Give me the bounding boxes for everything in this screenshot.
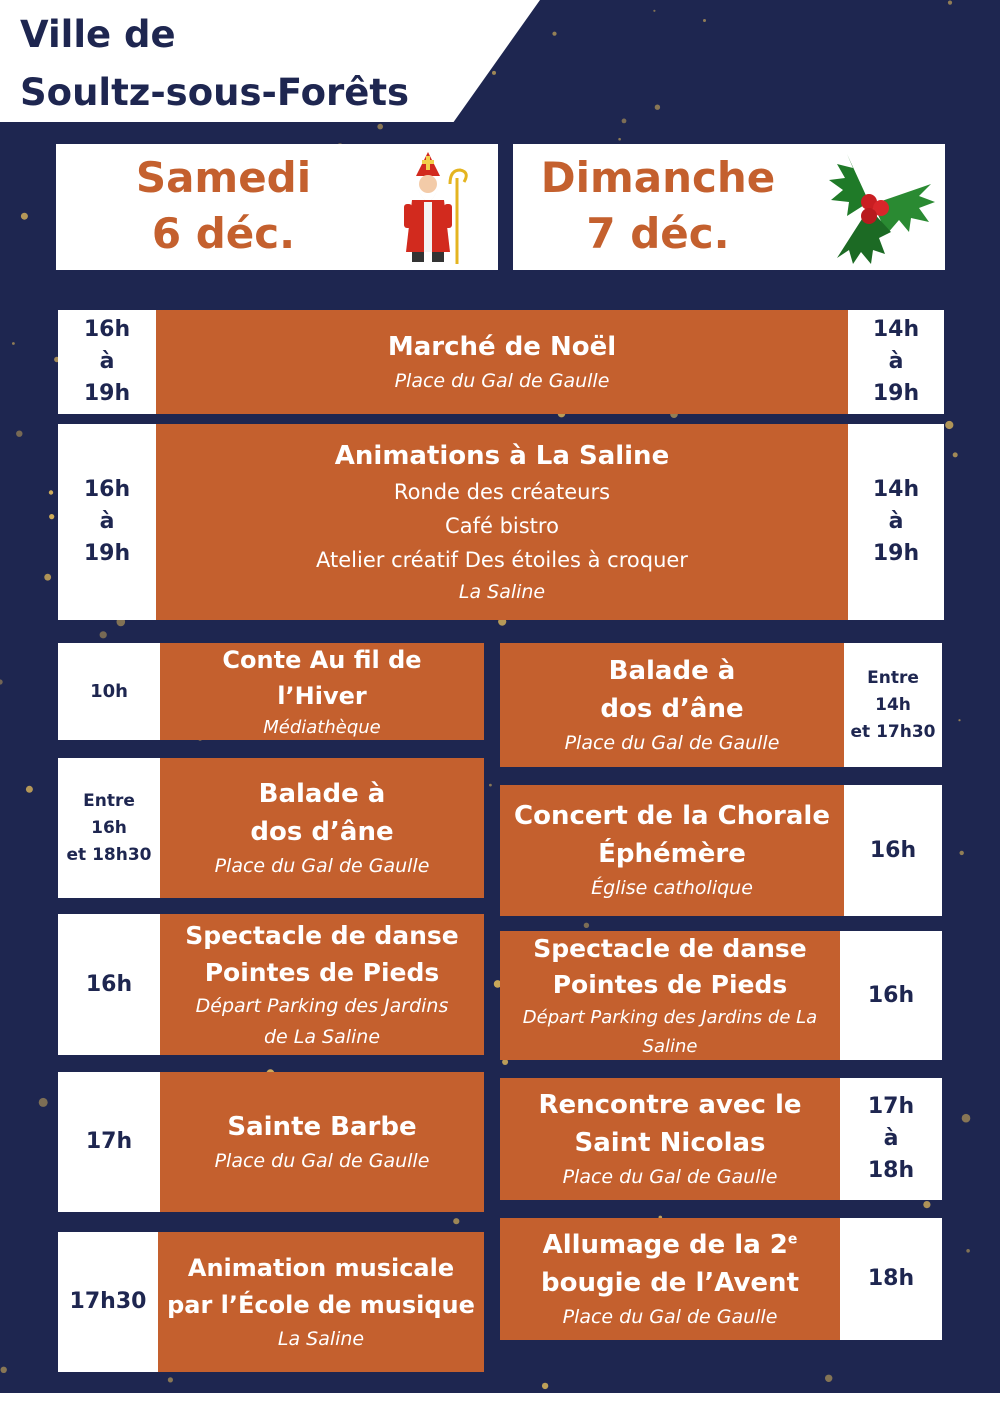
event-line: Ronde des créateurs bbox=[393, 479, 611, 504]
marche-saturday-time: 16h à 19h bbox=[83, 317, 131, 406]
event-title: Spectacle de danse bbox=[533, 933, 807, 963]
event-time: 17h bbox=[85, 1129, 133, 1154]
gold-dot bbox=[542, 1383, 548, 1389]
event-title: Marché de Noël bbox=[387, 331, 617, 362]
event-title: dos d’âne bbox=[250, 816, 394, 847]
event-location: Église catholique bbox=[591, 877, 753, 899]
sunday-event-concert bbox=[500, 785, 942, 916]
event-title: Concert de la Chorale bbox=[514, 801, 830, 831]
gold-dot bbox=[49, 490, 53, 494]
event-title: par l’École de musique bbox=[167, 1290, 475, 1319]
gold-dot bbox=[584, 923, 589, 928]
gold-dot bbox=[962, 1114, 971, 1123]
event-body bbox=[500, 785, 844, 916]
event-time: 16h bbox=[869, 837, 917, 863]
event-time: 17h30 bbox=[69, 1289, 147, 1314]
event-title: Balade à bbox=[258, 778, 386, 809]
gold-dot bbox=[1, 1367, 7, 1373]
gold-dot bbox=[945, 421, 953, 429]
event-body bbox=[500, 643, 844, 767]
saturday-event-sainte-barbe bbox=[58, 1072, 484, 1212]
gold-dot bbox=[453, 1218, 459, 1224]
event-title: Pointes de Pieds bbox=[204, 957, 440, 987]
marche-de-noel-event bbox=[156, 310, 848, 414]
gold-dot bbox=[825, 1375, 832, 1382]
event-line: Café bistro bbox=[445, 513, 559, 538]
sunday-event-allumage bbox=[500, 1218, 942, 1340]
event-title: Sainte Barbe bbox=[227, 1111, 417, 1142]
title-line-1: Ville de bbox=[20, 13, 176, 56]
event-body bbox=[500, 1078, 840, 1200]
sunday-event-balade bbox=[500, 643, 942, 767]
saturday-event-animation-musicale bbox=[58, 1232, 484, 1372]
saint-nicolas-icon bbox=[398, 148, 468, 268]
event-location: Place du Gal de Gaulle bbox=[564, 731, 780, 754]
sunday-date: 7 déc. bbox=[586, 209, 730, 258]
gold-dot bbox=[618, 138, 621, 141]
event-title: Conte Au fil de bbox=[222, 645, 422, 674]
saturday-event-conte bbox=[58, 643, 484, 740]
event-time: Entre 14h et 17h30 bbox=[850, 667, 936, 742]
sunday-event-spectacle bbox=[500, 931, 942, 1060]
superscript: e bbox=[787, 1230, 798, 1247]
event-location: Place du Gal de Gaulle bbox=[562, 1305, 778, 1328]
event-time: 16h bbox=[85, 971, 133, 997]
sunday-weekday: Dimanche bbox=[540, 153, 776, 202]
sunday-event-saint-nicolas bbox=[500, 1078, 942, 1200]
event-line: Atelier créatif Des étoiles à croquer bbox=[316, 547, 688, 572]
gold-dot bbox=[552, 32, 556, 36]
event-body bbox=[158, 1232, 484, 1372]
event-location: de La Saline bbox=[263, 1025, 381, 1048]
gold-dot bbox=[100, 631, 107, 638]
saline-saturday-time: 16h à 19h bbox=[83, 477, 131, 566]
gold-dot bbox=[655, 105, 660, 110]
gold-dot bbox=[960, 851, 964, 855]
event-title: Rencontre avec le bbox=[538, 1089, 802, 1120]
event-location: Départ Parking des Jardins bbox=[195, 994, 449, 1017]
gold-dot bbox=[958, 719, 960, 721]
event-body bbox=[500, 1218, 840, 1340]
gold-dot bbox=[0, 679, 3, 684]
saline-sunday-time: 14h à 19h bbox=[872, 477, 920, 566]
event-time: 10h bbox=[90, 680, 128, 702]
event-title: Animations à La Saline bbox=[334, 440, 670, 471]
gold-dot bbox=[653, 10, 655, 12]
gold-dot bbox=[948, 1, 952, 5]
gold-dot bbox=[703, 19, 706, 22]
event-location: Médiathèque bbox=[263, 716, 381, 738]
event-location: Place du Gal de Gaulle bbox=[214, 854, 430, 877]
saturday-date: 6 déc. bbox=[151, 209, 296, 258]
event-title: dos d’âne bbox=[600, 693, 744, 724]
event-body bbox=[160, 643, 484, 740]
event-title: Balade à bbox=[608, 655, 736, 686]
gold-dot bbox=[923, 1201, 930, 1208]
event-location: Place du Gal de Gaulle bbox=[214, 1149, 430, 1172]
gold-dot bbox=[953, 452, 958, 457]
event-body bbox=[160, 1072, 484, 1212]
event-body bbox=[160, 758, 484, 898]
page-title bbox=[20, 6, 409, 122]
saturday-event-balade bbox=[58, 758, 484, 898]
event-body bbox=[160, 914, 484, 1055]
animations-saline-event bbox=[156, 424, 848, 620]
event-location: La Saline bbox=[458, 580, 546, 603]
event-time: Entre 16h et 18h30 bbox=[66, 790, 152, 865]
event-title: Éphémère bbox=[598, 839, 746, 869]
saturday-header bbox=[56, 144, 498, 270]
title-line-2: Soultz-sous-Forêts bbox=[20, 71, 410, 114]
holly-icon bbox=[807, 146, 937, 268]
gold-dot bbox=[26, 786, 33, 793]
gold-dot bbox=[16, 431, 22, 437]
event-location: Place du Gal de Gaulle bbox=[394, 369, 610, 392]
gold-dot bbox=[44, 574, 51, 581]
saturday-event-spectacle bbox=[58, 914, 484, 1055]
gold-dot bbox=[12, 342, 15, 345]
event-location: Saline bbox=[642, 1035, 698, 1057]
event-title: bougie de l’Avent bbox=[541, 1267, 799, 1298]
gold-dot bbox=[39, 1098, 48, 1107]
gold-dot bbox=[49, 514, 54, 519]
marche-sunday-time: 14h à 19h bbox=[872, 317, 920, 406]
gold-dot bbox=[622, 119, 627, 124]
gold-dot bbox=[489, 784, 492, 787]
gold-dot bbox=[168, 1377, 173, 1382]
event-title: Spectacle de danse bbox=[185, 920, 459, 950]
marche-de-noel-block bbox=[58, 310, 944, 414]
event-time: 16h bbox=[867, 982, 915, 1008]
event-title: Saint Nicolas bbox=[574, 1127, 766, 1158]
event-title: l’Hiver bbox=[277, 681, 367, 710]
saturday-weekday: Samedi bbox=[135, 153, 312, 202]
event-body bbox=[500, 931, 840, 1060]
gold-dot bbox=[377, 124, 383, 130]
event-location: La Saline bbox=[277, 1327, 365, 1350]
gold-dot bbox=[21, 213, 28, 220]
event-location: Départ Parking des Jardins de La bbox=[522, 1006, 818, 1028]
event-time: 18h bbox=[867, 1266, 915, 1291]
event-title: Allumage de la 2e bbox=[542, 1229, 798, 1260]
sunday-header bbox=[513, 144, 945, 270]
bottom-border bbox=[0, 1393, 1000, 1414]
event-title: Animation musicale bbox=[187, 1253, 455, 1282]
gold-dot bbox=[966, 1249, 970, 1253]
gold-dot bbox=[492, 71, 496, 75]
event-title: Pointes de Pieds bbox=[552, 969, 788, 999]
animations-saline-block bbox=[58, 424, 944, 620]
event-location: Place du Gal de Gaulle bbox=[562, 1165, 778, 1188]
event-time: 17h à 18h bbox=[867, 1094, 915, 1183]
